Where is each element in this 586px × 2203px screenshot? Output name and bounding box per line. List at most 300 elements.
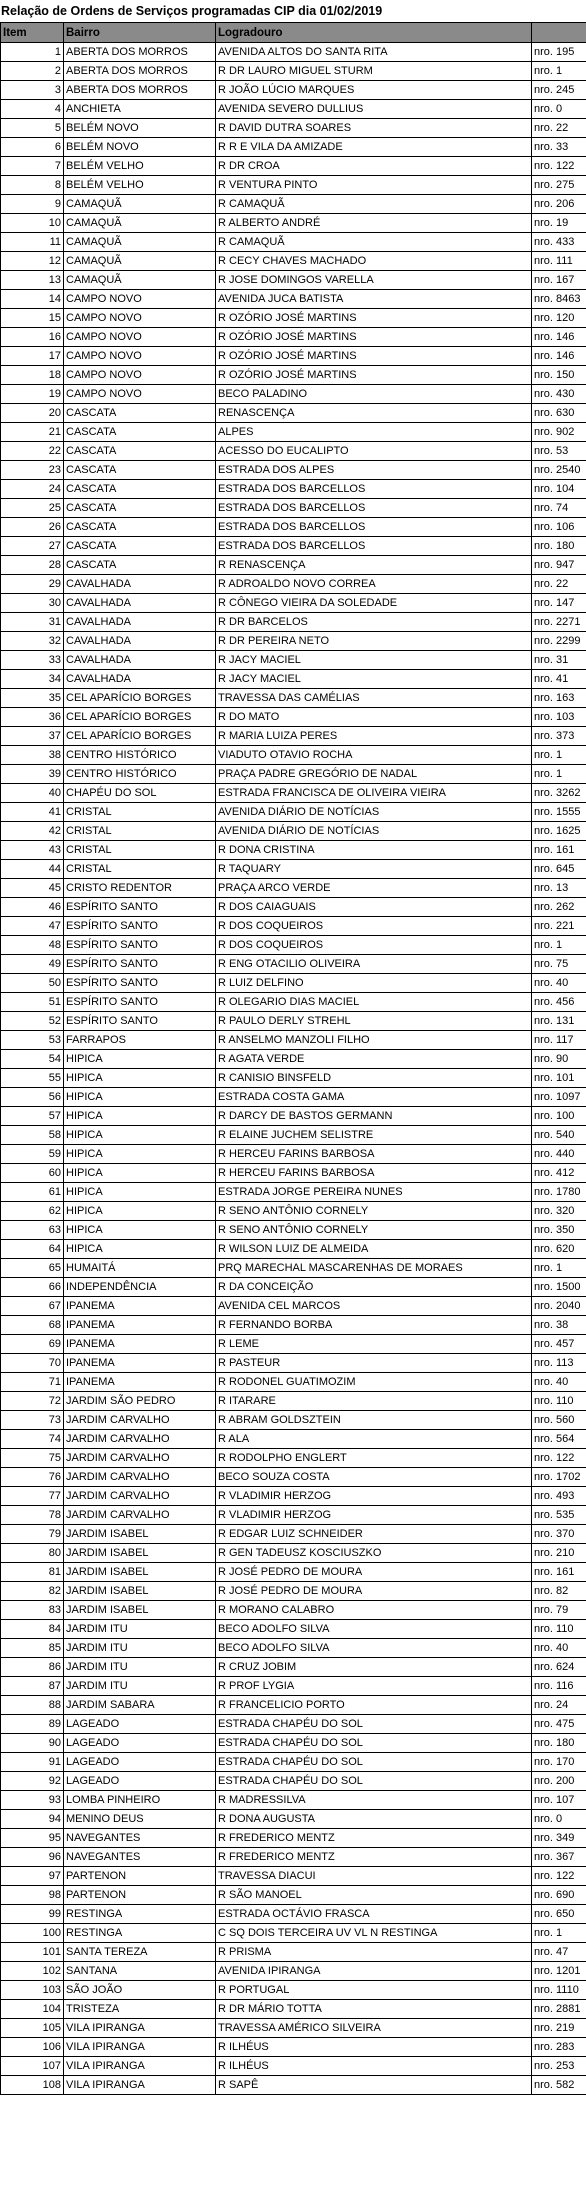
table-row	[1, 1012, 586, 1031]
table-row	[1, 1525, 586, 1544]
cell-item: 49	[1, 955, 64, 974]
cell-logradouro: R DOS COQUEIROS	[216, 936, 532, 955]
table-row	[1, 1639, 586, 1658]
table-row	[1, 1088, 586, 1107]
cell-logradouro: R JOSE DOMINGOS VARELLA	[216, 271, 532, 290]
table-row	[1, 1240, 586, 1259]
cell-bairro: CASCATA	[64, 423, 216, 442]
cell-numero: nro. 219	[532, 2019, 586, 2038]
cell-item: 17	[1, 347, 64, 366]
cell-numero: nro. 1	[532, 1259, 586, 1278]
table-row	[1, 1411, 586, 1430]
table-row	[1, 1886, 586, 1905]
cell-numero: nro. 253	[532, 2057, 586, 2076]
cell-bairro: CAMPO NOVO	[64, 347, 216, 366]
cell-bairro: ESPÍRITO SANTO	[64, 917, 216, 936]
cell-item: 66	[1, 1278, 64, 1297]
cell-logradouro: R JOÃO LÚCIO MARQUES	[216, 81, 532, 100]
cell-logradouro: R ABRAM GOLDSZTEIN	[216, 1411, 532, 1430]
table-row	[1, 1449, 586, 1468]
cell-bairro: ESPÍRITO SANTO	[64, 936, 216, 955]
cell-logradouro: R ALBERTO ANDRÉ	[216, 214, 532, 233]
cell-numero: nro. 1	[532, 936, 586, 955]
cell-item: 61	[1, 1183, 64, 1202]
cell-logradouro: R MORANO CALABRO	[216, 1601, 532, 1620]
cell-numero: nro. 122	[532, 1449, 586, 1468]
cell-logradouro: BECO ADOLFO SILVA	[216, 1620, 532, 1639]
cell-bairro: JARDIM CARVALHO	[64, 1487, 216, 1506]
cell-numero: nro. 902	[532, 423, 586, 442]
cell-bairro: CEL APARÍCIO BORGES	[64, 689, 216, 708]
cell-logradouro: R CANISIO BINSFELD	[216, 1069, 532, 1088]
cell-bairro: HIPICA	[64, 1069, 216, 1088]
cell-bairro: IPANEMA	[64, 1297, 216, 1316]
cell-item: 54	[1, 1050, 64, 1069]
cell-numero: nro. 440	[532, 1145, 586, 1164]
cell-item: 29	[1, 575, 64, 594]
cell-bairro: JARDIM ITU	[64, 1620, 216, 1639]
cell-item: 50	[1, 974, 64, 993]
cell-logradouro: ESTRADA FRANCISCA DE OLIVEIRA VIEIRA	[216, 784, 532, 803]
table-row	[1, 499, 586, 518]
cell-numero: nro. 122	[532, 157, 586, 176]
cell-item: 40	[1, 784, 64, 803]
table-row	[1, 423, 586, 442]
cell-bairro: CASCATA	[64, 556, 216, 575]
cell-numero: nro. 53	[532, 442, 586, 461]
cell-logradouro: R VLADIMIR HERZOG	[216, 1487, 532, 1506]
cell-numero: nro. 74	[532, 499, 586, 518]
cell-item: 19	[1, 385, 64, 404]
cell-item: 1	[1, 43, 64, 62]
cell-item: 95	[1, 1829, 64, 1848]
cell-item: 21	[1, 423, 64, 442]
cell-logradouro: R CRUZ JOBIM	[216, 1658, 532, 1677]
cell-item: 11	[1, 233, 64, 252]
cell-bairro: LAGEADO	[64, 1715, 216, 1734]
cell-item: 38	[1, 746, 64, 765]
cell-item: 42	[1, 822, 64, 841]
cell-item: 75	[1, 1449, 64, 1468]
cell-logradouro: VIADUTO OTAVIO ROCHA	[216, 746, 532, 765]
cell-bairro: TRISTEZA	[64, 2000, 216, 2019]
cell-logradouro: ESTRADA CHAPÉU DO SOL	[216, 1734, 532, 1753]
cell-logradouro: R MARIA LUIZA PERES	[216, 727, 532, 746]
cell-item: 36	[1, 708, 64, 727]
cell-logradouro: R DR MÁRIO TOTTA	[216, 2000, 532, 2019]
cell-bairro: CAVALHADA	[64, 670, 216, 689]
cell-numero: nro. 103	[532, 708, 586, 727]
cell-bairro: JARDIM ISABEL	[64, 1563, 216, 1582]
cell-numero: nro. 111	[532, 252, 586, 271]
cell-numero: nro. 110	[532, 1392, 586, 1411]
cell-logradouro: R OZÓRIO JOSÉ MARTINS	[216, 309, 532, 328]
cell-numero: nro. 33	[532, 138, 586, 157]
cell-numero: nro. 100	[532, 1107, 586, 1126]
cell-item: 59	[1, 1145, 64, 1164]
cell-bairro: HUMAITÁ	[64, 1259, 216, 1278]
cell-numero: nro. 1	[532, 765, 586, 784]
cell-bairro: CASCATA	[64, 461, 216, 480]
cell-logradouro: R GEN TADEUSZ KOSCIUSZKO	[216, 1544, 532, 1563]
cell-bairro: HIPICA	[64, 1221, 216, 1240]
cell-bairro: JARDIM SÃO PEDRO	[64, 1392, 216, 1411]
cell-numero: nro. 150	[532, 366, 586, 385]
table-row	[1, 1183, 586, 1202]
cell-logradouro: R TAQUARY	[216, 860, 532, 879]
cell-logradouro: R EDGAR LUIZ SCHNEIDER	[216, 1525, 532, 1544]
cell-item: 69	[1, 1335, 64, 1354]
table-row	[1, 100, 586, 119]
cell-item: 22	[1, 442, 64, 461]
cell-numero: nro. 283	[532, 2038, 586, 2057]
cell-bairro: CHAPÉU DO SOL	[64, 784, 216, 803]
table-row	[1, 176, 586, 195]
table-row	[1, 974, 586, 993]
table-row	[1, 480, 586, 499]
cell-item: 79	[1, 1525, 64, 1544]
table-row	[1, 1658, 586, 1677]
cell-item: 108	[1, 2076, 64, 2095]
cell-bairro: CRISTAL	[64, 860, 216, 879]
cell-logradouro: R ANSELMO MANZOLI FILHO	[216, 1031, 532, 1050]
cell-numero: nro. 180	[532, 537, 586, 556]
cell-bairro: NAVEGANTES	[64, 1829, 216, 1848]
cell-numero: nro. 245	[532, 81, 586, 100]
cell-numero: nro. 1	[532, 1924, 586, 1943]
cell-logradouro: R ALA	[216, 1430, 532, 1449]
table-row	[1, 347, 586, 366]
cell-logradouro: R RODOLPHO ENGLERT	[216, 1449, 532, 1468]
table-row	[1, 138, 586, 157]
cell-logradouro: R DOS CAIAGUAIS	[216, 898, 532, 917]
header-item: Item	[1, 23, 64, 43]
cell-bairro: CAMPO NOVO	[64, 385, 216, 404]
table-row	[1, 62, 586, 81]
cell-logradouro: R SÃO MANOEL	[216, 1886, 532, 1905]
cell-numero: nro. 690	[532, 1886, 586, 1905]
cell-bairro: HIPICA	[64, 1088, 216, 1107]
cell-item: 60	[1, 1164, 64, 1183]
cell-item: 4	[1, 100, 64, 119]
table-row	[1, 727, 586, 746]
table-row	[1, 1943, 586, 1962]
table-row	[1, 670, 586, 689]
table-row	[1, 2038, 586, 2057]
cell-logradouro: RENASCENÇA	[216, 404, 532, 423]
table-row	[1, 1031, 586, 1050]
cell-bairro: IPANEMA	[64, 1316, 216, 1335]
table-row	[1, 1544, 586, 1563]
cell-logradouro: R FRANCELICIO PORTO	[216, 1696, 532, 1715]
cell-logradouro: R FERNANDO BORBA	[216, 1316, 532, 1335]
cell-bairro: CAMAQUÃ	[64, 252, 216, 271]
table-row	[1, 803, 586, 822]
cell-logradouro: R OZÓRIO JOSÉ MARTINS	[216, 366, 532, 385]
cell-numero: nro. 2299	[532, 632, 586, 651]
cell-bairro: CAVALHADA	[64, 632, 216, 651]
table-row	[1, 1753, 586, 1772]
table-row	[1, 461, 586, 480]
cell-item: 55	[1, 1069, 64, 1088]
cell-item: 97	[1, 1867, 64, 1886]
cell-item: 89	[1, 1715, 64, 1734]
table-row	[1, 556, 586, 575]
cell-numero: nro. 540	[532, 1126, 586, 1145]
cell-logradouro: ESTRADA JORGE PEREIRA NUNES	[216, 1183, 532, 1202]
cell-item: 2	[1, 62, 64, 81]
cell-numero: nro. 200	[532, 1772, 586, 1791]
cell-logradouro: R ILHÉUS	[216, 2038, 532, 2057]
header-logradouro: Logradouro	[216, 23, 532, 43]
table-row	[1, 157, 586, 176]
cell-numero: nro. 2271	[532, 613, 586, 632]
cell-logradouro: PRAÇA ARCO VERDE	[216, 879, 532, 898]
cell-bairro: ABERTA DOS MORROS	[64, 81, 216, 100]
cell-logradouro: R JACY MACIEL	[216, 670, 532, 689]
cell-numero: nro. 275	[532, 176, 586, 195]
cell-bairro: CAVALHADA	[64, 594, 216, 613]
table-row	[1, 1620, 586, 1639]
cell-item: 28	[1, 556, 64, 575]
cell-numero: nro. 146	[532, 328, 586, 347]
cell-item: 43	[1, 841, 64, 860]
table-row	[1, 1335, 586, 1354]
cell-bairro: HIPICA	[64, 1145, 216, 1164]
cell-item: 3	[1, 81, 64, 100]
cell-logradouro: R OZÓRIO JOSÉ MARTINS	[216, 347, 532, 366]
cell-logradouro: R ITARARE	[216, 1392, 532, 1411]
cell-item: 45	[1, 879, 64, 898]
cell-numero: nro. 535	[532, 1506, 586, 1525]
cell-numero: nro. 106	[532, 518, 586, 537]
cell-bairro: CRISTO REDENTOR	[64, 879, 216, 898]
cell-item: 73	[1, 1411, 64, 1430]
cell-item: 78	[1, 1506, 64, 1525]
cell-logradouro: R VLADIMIR HERZOG	[216, 1506, 532, 1525]
cell-item: 77	[1, 1487, 64, 1506]
table-row	[1, 1582, 586, 1601]
table-row	[1, 328, 586, 347]
cell-logradouro: ESTRADA CHAPÉU DO SOL	[216, 1753, 532, 1772]
cell-item: 10	[1, 214, 64, 233]
cell-logradouro: ESTRADA COSTA GAMA	[216, 1088, 532, 1107]
cell-logradouro: PRAÇA PADRE GREGÓRIO DE NADAL	[216, 765, 532, 784]
cell-logradouro: R LEME	[216, 1335, 532, 1354]
cell-logradouro: R FREDERICO MENTZ	[216, 1848, 532, 1867]
table-row	[1, 1905, 586, 1924]
table-row	[1, 860, 586, 879]
cell-logradouro: R FREDERICO MENTZ	[216, 1829, 532, 1848]
table-row	[1, 366, 586, 385]
cell-item: 94	[1, 1810, 64, 1829]
service-orders-table	[0, 22, 586, 2095]
cell-numero: nro. 120	[532, 309, 586, 328]
cell-bairro: HIPICA	[64, 1126, 216, 1145]
cell-numero: nro. 320	[532, 1202, 586, 1221]
cell-logradouro: ESTRADA DOS BARCELLOS	[216, 499, 532, 518]
cell-numero: nro. 1625	[532, 822, 586, 841]
table-row	[1, 1392, 586, 1411]
cell-item: 86	[1, 1658, 64, 1677]
table-row	[1, 746, 586, 765]
cell-numero: nro. 147	[532, 594, 586, 613]
cell-logradouro: R DOS COQUEIROS	[216, 917, 532, 936]
cell-logradouro: R DAVID DUTRA SOARES	[216, 119, 532, 138]
cell-logradouro: R RENASCENÇA	[216, 556, 532, 575]
cell-logradouro: R R E VILA DA AMIZADE	[216, 138, 532, 157]
cell-logradouro: R CAMAQUÃ	[216, 195, 532, 214]
cell-numero: nro. 1097	[532, 1088, 586, 1107]
cell-logradouro: R WILSON LUIZ DE ALMEIDA	[216, 1240, 532, 1259]
cell-bairro: PARTENON	[64, 1867, 216, 1886]
cell-bairro: CEL APARÍCIO BORGES	[64, 727, 216, 746]
cell-numero: nro. 113	[532, 1354, 586, 1373]
cell-bairro: CASCATA	[64, 442, 216, 461]
cell-bairro: JARDIM CARVALHO	[64, 1449, 216, 1468]
cell-numero: nro. 373	[532, 727, 586, 746]
cell-numero: nro. 624	[532, 1658, 586, 1677]
cell-item: 99	[1, 1905, 64, 1924]
cell-bairro: LAGEADO	[64, 1753, 216, 1772]
table-row	[1, 594, 586, 613]
table-row	[1, 119, 586, 138]
cell-bairro: JARDIM ISABEL	[64, 1525, 216, 1544]
cell-item: 44	[1, 860, 64, 879]
cell-numero: nro. 1110	[532, 1981, 586, 2000]
cell-item: 51	[1, 993, 64, 1012]
cell-logradouro: R DA CONCEIÇÃO	[216, 1278, 532, 1297]
cell-numero: nro. 167	[532, 271, 586, 290]
cell-numero: nro. 163	[532, 689, 586, 708]
table-row	[1, 252, 586, 271]
cell-bairro: CAMPO NOVO	[64, 309, 216, 328]
cell-logradouro: AVENIDA CEL MARCOS	[216, 1297, 532, 1316]
cell-item: 57	[1, 1107, 64, 1126]
cell-bairro: VILA IPIRANGA	[64, 2057, 216, 2076]
cell-bairro: HIPICA	[64, 1240, 216, 1259]
cell-numero: nro. 645	[532, 860, 586, 879]
cell-logradouro: R HERCEU FARINS BARBOSA	[216, 1164, 532, 1183]
cell-bairro: VILA IPIRANGA	[64, 2076, 216, 2095]
cell-bairro: CAMAQUÃ	[64, 195, 216, 214]
cell-logradouro: R ILHÉUS	[216, 2057, 532, 2076]
cell-numero: nro. 110	[532, 1620, 586, 1639]
cell-bairro: PARTENON	[64, 1886, 216, 1905]
cell-bairro: CRISTAL	[64, 841, 216, 860]
cell-logradouro: R CAMAQUÃ	[216, 233, 532, 252]
cell-item: 64	[1, 1240, 64, 1259]
table-row	[1, 309, 586, 328]
cell-numero: nro. 1555	[532, 803, 586, 822]
cell-logradouro: R RODONEL GUATIMOZIM	[216, 1373, 532, 1392]
cell-logradouro: R MADRESSILVA	[216, 1791, 532, 1810]
cell-item: 84	[1, 1620, 64, 1639]
cell-numero: nro. 19	[532, 214, 586, 233]
table-row	[1, 1677, 586, 1696]
cell-numero: nro. 1780	[532, 1183, 586, 1202]
cell-numero: nro. 24	[532, 1696, 586, 1715]
cell-item: 24	[1, 480, 64, 499]
cell-logradouro: ESTRADA OCTÁVIO FRASCA	[216, 1905, 532, 1924]
cell-bairro: HIPICA	[64, 1107, 216, 1126]
cell-item: 80	[1, 1544, 64, 1563]
cell-item: 58	[1, 1126, 64, 1145]
cell-bairro: CAVALHADA	[64, 651, 216, 670]
cell-bairro: ESPÍRITO SANTO	[64, 898, 216, 917]
table-row	[1, 1487, 586, 1506]
cell-numero: nro. 1500	[532, 1278, 586, 1297]
table-row	[1, 841, 586, 860]
cell-bairro: HIPICA	[64, 1164, 216, 1183]
cell-logradouro: R SENO ANTÔNIO CORNELY	[216, 1202, 532, 1221]
cell-item: 103	[1, 1981, 64, 2000]
cell-bairro: CAVALHADA	[64, 613, 216, 632]
table-row	[1, 1316, 586, 1335]
table-row	[1, 822, 586, 841]
cell-numero: nro. 2881	[532, 2000, 586, 2019]
cell-numero: nro. 2540	[532, 461, 586, 480]
cell-item: 32	[1, 632, 64, 651]
cell-bairro: JARDIM ISABEL	[64, 1544, 216, 1563]
cell-bairro: JARDIM SABARA	[64, 1696, 216, 1715]
cell-logradouro: TRAVESSA DAS CAMÉLIAS	[216, 689, 532, 708]
cell-item: 65	[1, 1259, 64, 1278]
table-row	[1, 898, 586, 917]
cell-numero: nro. 40	[532, 974, 586, 993]
table-row	[1, 1810, 586, 1829]
cell-logradouro: AVENIDA IPIRANGA	[216, 1962, 532, 1981]
cell-bairro: ESPÍRITO SANTO	[64, 993, 216, 1012]
cell-bairro: CAMPO NOVO	[64, 290, 216, 309]
cell-numero: nro. 161	[532, 1563, 586, 1582]
table-row	[1, 233, 586, 252]
cell-item: 34	[1, 670, 64, 689]
cell-bairro: CENTRO HISTÓRICO	[64, 746, 216, 765]
cell-logradouro: ESTRADA DOS BARCELLOS	[216, 480, 532, 499]
table-row	[1, 1297, 586, 1316]
cell-numero: nro. 116	[532, 1677, 586, 1696]
table-header-row	[1, 23, 586, 43]
cell-numero: nro. 107	[532, 1791, 586, 1810]
table-row	[1, 1924, 586, 1943]
cell-logradouro: R DONA CRISTINA	[216, 841, 532, 860]
cell-item: 83	[1, 1601, 64, 1620]
cell-logradouro: R DR CROA	[216, 157, 532, 176]
cell-bairro: RESTINGA	[64, 1924, 216, 1943]
cell-bairro: HIPICA	[64, 1183, 216, 1202]
cell-bairro: ESPÍRITO SANTO	[64, 955, 216, 974]
table-row	[1, 1259, 586, 1278]
cell-bairro: FARRAPOS	[64, 1031, 216, 1050]
cell-logradouro: R DARCY DE BASTOS GERMANN	[216, 1107, 532, 1126]
cell-numero: nro. 47	[532, 1943, 586, 1962]
cell-item: 93	[1, 1791, 64, 1810]
cell-numero: nro. 180	[532, 1734, 586, 1753]
cell-bairro: MENINO DEUS	[64, 1810, 216, 1829]
cell-bairro: LOMBA PINHEIRO	[64, 1791, 216, 1810]
cell-numero: nro. 101	[532, 1069, 586, 1088]
table-row	[1, 537, 586, 556]
cell-item: 14	[1, 290, 64, 309]
cell-bairro: LAGEADO	[64, 1772, 216, 1791]
cell-item: 63	[1, 1221, 64, 1240]
cell-numero: nro. 161	[532, 841, 586, 860]
table-row	[1, 1696, 586, 1715]
table-row	[1, 575, 586, 594]
cell-numero: nro. 90	[532, 1050, 586, 1069]
cell-numero: nro. 564	[532, 1430, 586, 1449]
